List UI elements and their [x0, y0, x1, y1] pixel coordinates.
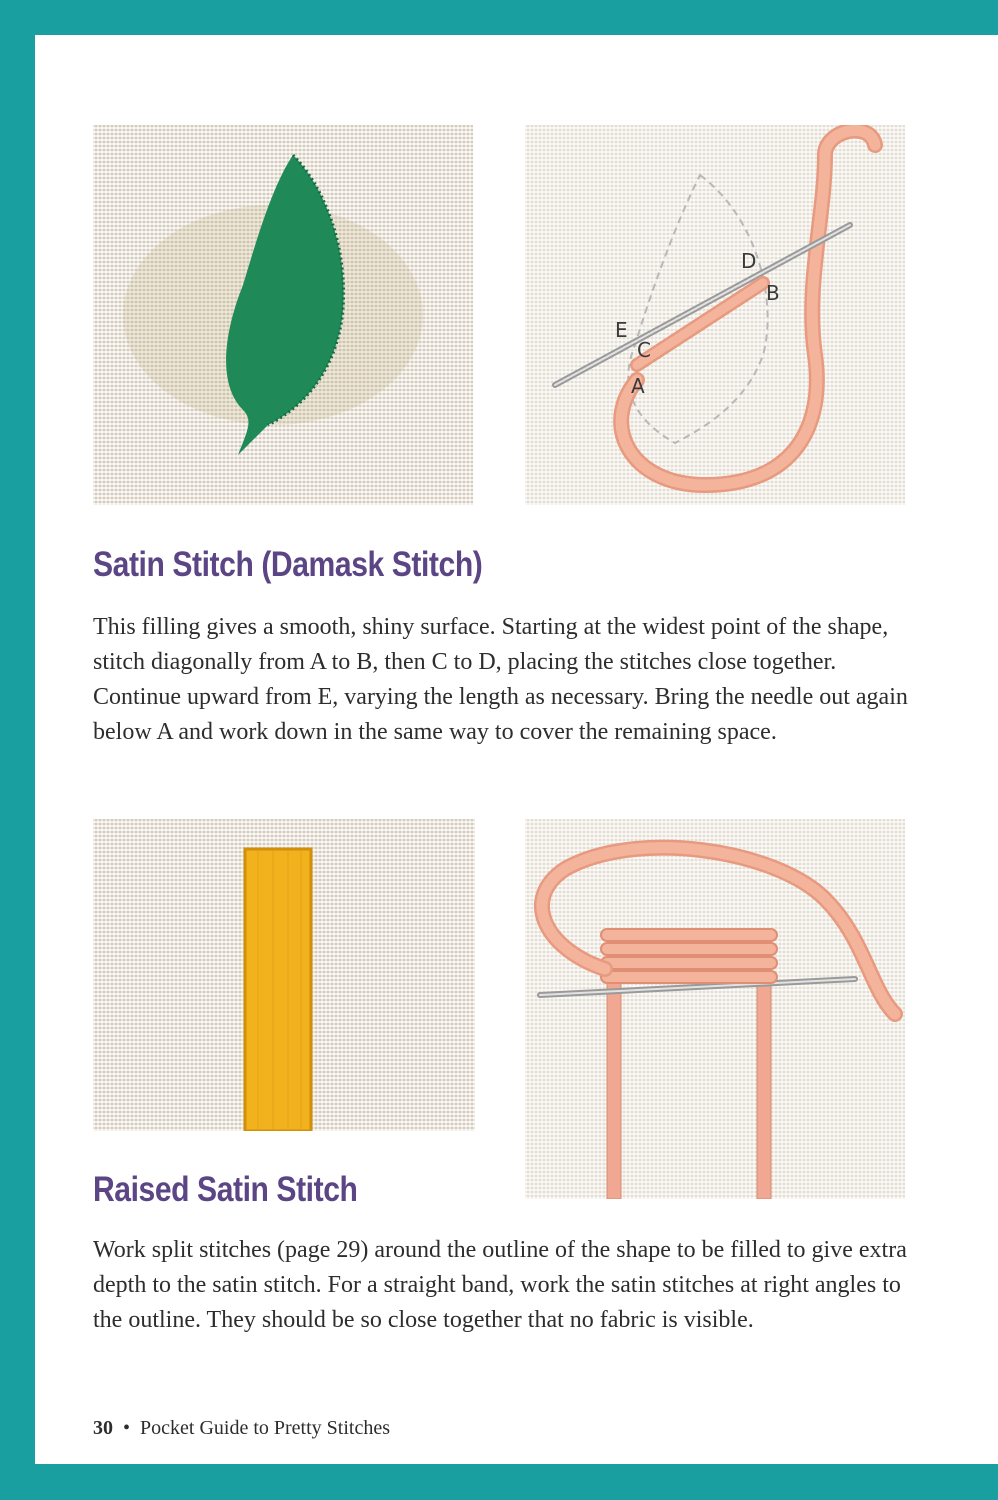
- raised-satin-photo: [93, 819, 475, 1131]
- label-b: B: [766, 281, 780, 305]
- left-split-stitch: [607, 959, 621, 1199]
- right-split-stitch: [757, 959, 771, 1199]
- page-footer: [93, 1417, 390, 1440]
- book-page: [35, 35, 998, 1464]
- label-c: C: [637, 338, 651, 362]
- raised-satin-body: Work split stitches (page 29) around the outline of the shape to be filled to give extra depth to the satin stitch. For a straight band, work the satin stitches at right angles to the outline. They should be so close together that no fabric is visible.: [93, 1237, 907, 1333]
- label-e: E: [615, 318, 628, 342]
- label-d: D: [741, 249, 757, 273]
- stitch-a-b: [637, 283, 763, 365]
- label-a: A: [631, 374, 645, 398]
- leaf-stitch-photo: [93, 125, 473, 505]
- book-title: Pocket Guide to Pretty Stitches: [140, 1417, 390, 1439]
- page-number: 30: [93, 1417, 113, 1439]
- raised-satin-diagram: [525, 819, 905, 1199]
- satin-stitch-diagram: [525, 125, 905, 505]
- raised-satin-heading: Raised Satin Stitch: [93, 1170, 358, 1209]
- footer-separator: •: [123, 1417, 131, 1439]
- satin-stitch-heading: Satin Stitch (Damask Stitch): [93, 545, 483, 584]
- satin-stitch-body: This filling gives a smooth, shiny surface. Starting at the widest point of the shape, stitch diagonally from A to B, then C to D, placing the stitches close together. Continue upward from E, varying the length as necessary. Bring the needle out again below A and work down in the same way to cover the remaining space.: [93, 614, 908, 745]
- satin-wraps: [601, 929, 777, 983]
